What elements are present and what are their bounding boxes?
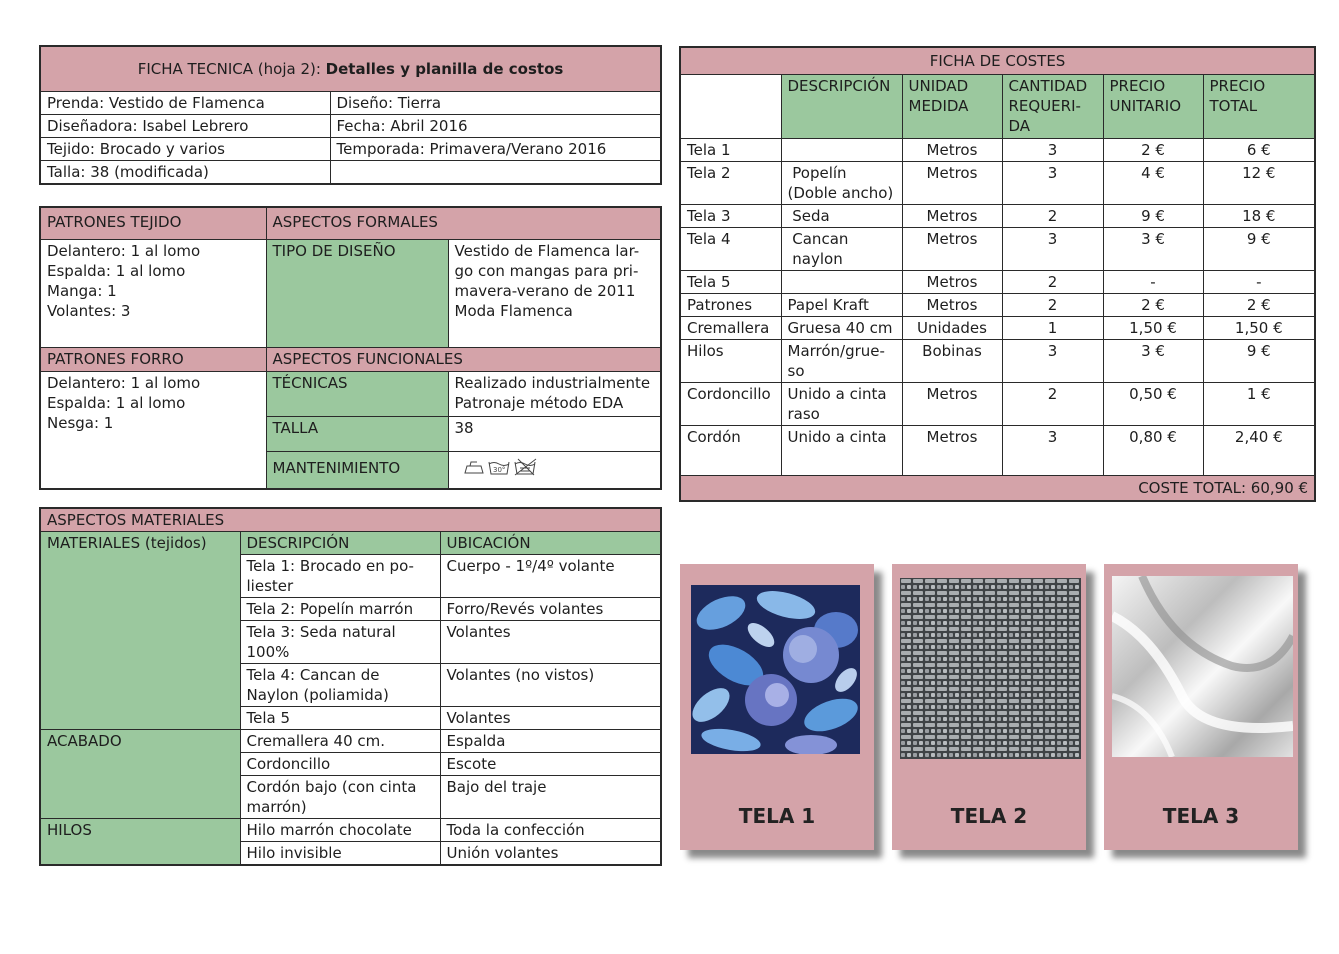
table-cell: 0,80 € [1103, 426, 1203, 476]
mantenimiento-label: MANTENIMIENTO [266, 451, 448, 489]
talla-label: TALLA [266, 416, 448, 451]
table-row [680, 205, 1315, 228]
cell-line: 100% [246, 643, 290, 661]
list-item: Nesga: 1 [47, 413, 114, 432]
fabric-floral-image [691, 585, 860, 754]
cell-line: Naylon (poliamida) [246, 686, 389, 704]
cell-line: UNITARIO [1109, 97, 1182, 115]
table-cell: Metros [902, 162, 1002, 205]
table-cell: 0,50 € [1103, 383, 1203, 426]
table-cell [781, 162, 902, 205]
table-cell: - [1203, 271, 1315, 294]
talla-cell: Talla: 38 (modificada) [40, 161, 330, 185]
table-cell: 9 € [1203, 228, 1315, 271]
table-row [680, 162, 1315, 205]
cell-line: REQUERI- [1008, 97, 1081, 115]
table-cell: 2 [1002, 271, 1103, 294]
descripcion-header: DESCRIPCIÓN [240, 532, 440, 555]
tecnicas-label: TÉCNICAS [266, 371, 448, 416]
table-cell: Toda la confección [440, 819, 661, 842]
cell-line: MEDIDA [908, 97, 969, 115]
patrones-forro-list [40, 371, 266, 489]
table-cell: Bajo del traje [440, 776, 661, 819]
table-cell [781, 228, 902, 271]
table-cell: Unión volantes [440, 842, 661, 866]
cell-line: naylon [787, 250, 843, 268]
table-cell: Papel Kraft [781, 294, 902, 317]
cell-line: PRECIO [1209, 77, 1266, 95]
table-cell: 1,50 € [1203, 317, 1315, 340]
table-cell: 4 € [1103, 162, 1203, 205]
table-row [680, 383, 1315, 426]
table-row [680, 317, 1315, 340]
table-row [680, 426, 1315, 476]
cell-line: PRECIO [1109, 77, 1166, 95]
table-cell: 18 € [1203, 205, 1315, 228]
table-cell: Unido a cinta [781, 426, 902, 476]
aspectos-formales-title: ASPECTOS FORMALES [266, 207, 661, 239]
table-cell: Cuerpo - 1º/4º volante [440, 555, 661, 598]
table-cell: Volantes (no vistos) [440, 664, 661, 707]
swatch-label: TELA 3 [1162, 804, 1240, 828]
wash-30-icon [489, 462, 509, 474]
cell-line: liester [246, 577, 294, 595]
list-item: Volantes: 3 [47, 301, 131, 320]
costes-table [679, 46, 1316, 502]
cell-line: UNIDAD [908, 77, 969, 95]
table-cell: Unidades [902, 317, 1002, 340]
diseno-cell: Diseño: Tierra [330, 92, 661, 115]
table-cell: 9 € [1203, 340, 1315, 383]
table-cell [240, 621, 440, 664]
table-cell: 3 € [1103, 340, 1203, 383]
cell-line: mavera-verano de 2011 [454, 281, 636, 300]
table-cell: Hilo marrón chocolate [240, 819, 440, 842]
table-row [680, 228, 1315, 271]
table-cell: DESCRIPCIÓN [781, 75, 902, 139]
page-title: FICHA TECNICA (hoja 2): Detalles y planilla de costos [40, 46, 661, 92]
table-cell: 2 [1002, 383, 1103, 426]
costes-title: FICHA DE COSTES [680, 47, 1315, 75]
table-cell: 2 [1002, 294, 1103, 317]
table-cell [902, 75, 1002, 139]
fecha-cell: Fecha: Abril 2016 [330, 115, 661, 138]
table-cell: 3 [1002, 340, 1103, 383]
table-cell: Forro/Revés volantes [440, 598, 661, 621]
table-cell [781, 139, 902, 162]
fabric-satin-image [1112, 576, 1293, 757]
cell-line: Tela 1: Brocado en po- [246, 557, 414, 575]
materiales-tejidos-label: MATERIALES (tejidos) [40, 532, 240, 730]
table-row [40, 819, 661, 842]
svg-text:30°: 30° [492, 465, 505, 474]
table-cell: Gruesa 40 cm [781, 317, 902, 340]
table-cell: 3 € [1103, 228, 1203, 271]
cell-line: Cancan [787, 230, 849, 248]
table-cell: 6 € [1203, 139, 1315, 162]
table-cell: Cordoncillo [240, 753, 440, 776]
coste-total: COSTE TOTAL: 60,90 € [680, 476, 1315, 502]
table-cell: Seda [781, 205, 902, 228]
swatch-card-tela-1 [680, 564, 874, 850]
ubicacion-header: UBICACIÓN [440, 532, 661, 555]
table-cell: 3 [1002, 139, 1103, 162]
iron-icon [465, 462, 483, 473]
table-cell: 1 € [1203, 383, 1315, 426]
talla-value: 38 [448, 416, 661, 451]
swatch-card-tela-2 [892, 564, 1086, 850]
table-cell [240, 555, 440, 598]
cell-line: so [787, 362, 805, 380]
patrones-table [39, 206, 662, 490]
table-cell: 3 [1002, 162, 1103, 205]
table-cell: Tela 1 [680, 139, 781, 162]
no-bleach-icon [515, 459, 536, 475]
cell-line: marrón) [246, 798, 307, 816]
table-cell: Metros [902, 426, 1002, 476]
table-cell: Metros [902, 139, 1002, 162]
table-cell: Patrones [680, 294, 781, 317]
table-cell [781, 383, 902, 426]
cell-line: go con mangas para pri- [454, 261, 639, 280]
table-cell [781, 271, 902, 294]
table-cell: Cremallera [680, 317, 781, 340]
cell-line: Unido a cinta [787, 385, 887, 403]
cell-line: DA [1008, 117, 1031, 135]
table-cell: Escote [440, 753, 661, 776]
care-icons [448, 451, 661, 489]
list-item: Manga: 1 [47, 281, 117, 300]
table-cell: 3 [1002, 228, 1103, 271]
acabado-label: ACABADO [40, 730, 240, 819]
cell-line: Realizado industrialmente [454, 373, 651, 392]
list-item: Espalda: 1 al lomo [47, 393, 186, 412]
cell-line: TOTAL [1209, 97, 1258, 115]
table-cell: Espalda [440, 730, 661, 753]
table-cell: Tela 4 [680, 228, 781, 271]
swatch-card-tela-3 [1104, 564, 1298, 850]
table-cell: 2 € [1103, 139, 1203, 162]
fabric-mesh-image [900, 578, 1081, 759]
table-cell: Cremallera 40 cm. [240, 730, 440, 753]
table-cell [680, 75, 781, 139]
cell-line: Tela 3: Seda natural [246, 623, 396, 641]
table-cell: 9 € [1103, 205, 1203, 228]
table-cell: 3 [1002, 426, 1103, 476]
temporada-cell: Temporada: Primavera/Verano 2016 [330, 138, 661, 161]
table-cell [240, 776, 440, 819]
table-cell: Volantes [440, 707, 661, 730]
table-cell [781, 340, 902, 383]
tejido-cell: Tejido: Brocado y varios [40, 138, 330, 161]
table-cell [240, 664, 440, 707]
table-cell: Tela 5 [240, 707, 440, 730]
list-item: Delantero: 1 al lomo [47, 373, 201, 392]
patrones-tejido-title: PATRONES TEJIDO [40, 207, 266, 239]
table-cell [1002, 75, 1103, 139]
table-cell: 2 [1002, 205, 1103, 228]
table-cell: Tela 2: Popelín marrón [240, 598, 440, 621]
table-cell: Hilos [680, 340, 781, 383]
table-cell: Bobinas [902, 340, 1002, 383]
table-cell: - [1103, 271, 1203, 294]
cell-line: Cordón bajo (con cinta [246, 778, 417, 796]
cell-line: raso [787, 405, 820, 423]
list-item: Espalda: 1 al lomo [47, 261, 186, 280]
tipo-diseno-label: TIPO DE DISEÑO [266, 239, 448, 347]
table-cell: 1,50 € [1103, 317, 1203, 340]
table-cell [1103, 75, 1203, 139]
tipo-diseno-value [448, 239, 661, 347]
materiales-table [39, 507, 662, 866]
empty-cell [330, 161, 661, 185]
table-cell: Metros [902, 228, 1002, 271]
cell-line: Patronaje método EDA [454, 393, 624, 412]
table-row [680, 294, 1315, 317]
table-row [40, 730, 661, 753]
table-cell: 1 [1002, 317, 1103, 340]
table-cell: Tela 5 [680, 271, 781, 294]
list-item: Delantero: 1 al lomo [47, 241, 201, 260]
patrones-tejido-list [40, 239, 266, 347]
table-cell: Cordoncillo [680, 383, 781, 426]
cell-line: Vestido de Flamenca lar- [454, 241, 640, 260]
swatch-label: TELA 1 [738, 804, 816, 828]
cell-line: Moda Flamenca [454, 301, 573, 320]
table-cell: 2 € [1103, 294, 1203, 317]
table-cell: Metros [902, 383, 1002, 426]
header-table [39, 45, 662, 185]
table-cell: 12 € [1203, 162, 1315, 205]
table-cell: 2,40 € [1203, 426, 1315, 476]
swatch-label: TELA 2 [950, 804, 1028, 828]
table-cell [1203, 75, 1315, 139]
table-row [680, 271, 1315, 294]
costes-header-row [680, 75, 1315, 139]
table-cell: Metros [902, 205, 1002, 228]
table-cell: Tela 3 [680, 205, 781, 228]
disenadora-cell: Diseñadora: Isabel Lebrero [40, 115, 330, 138]
cell-line: (Doble ancho) [787, 184, 894, 202]
prenda-cell: Prenda: Vestido de Flamenca [40, 92, 330, 115]
table-row [680, 340, 1315, 383]
cell-line: Popelín [787, 164, 847, 182]
hilos-label: HILOS [40, 819, 240, 866]
table-cell: Metros [902, 294, 1002, 317]
table-cell: Volantes [440, 621, 661, 664]
cell-line: Marrón/grue- [787, 342, 885, 360]
aspectos-funcionales-title: ASPECTOS FUNCIONALES [266, 347, 661, 371]
table-cell: Cordón [680, 426, 781, 476]
table-cell: 2 € [1203, 294, 1315, 317]
tecnicas-value [448, 371, 661, 416]
table-row [680, 139, 1315, 162]
patrones-forro-title: PATRONES FORRO [40, 347, 266, 371]
cell-line: Tela 4: Cancan de [246, 666, 380, 684]
cell-line: CANTIDAD [1008, 77, 1088, 95]
table-cell: Tela 2 [680, 162, 781, 205]
materiales-title: ASPECTOS MATERIALES [40, 508, 661, 532]
table-cell: Metros [902, 271, 1002, 294]
table-cell: Hilo invisible [240, 842, 440, 866]
